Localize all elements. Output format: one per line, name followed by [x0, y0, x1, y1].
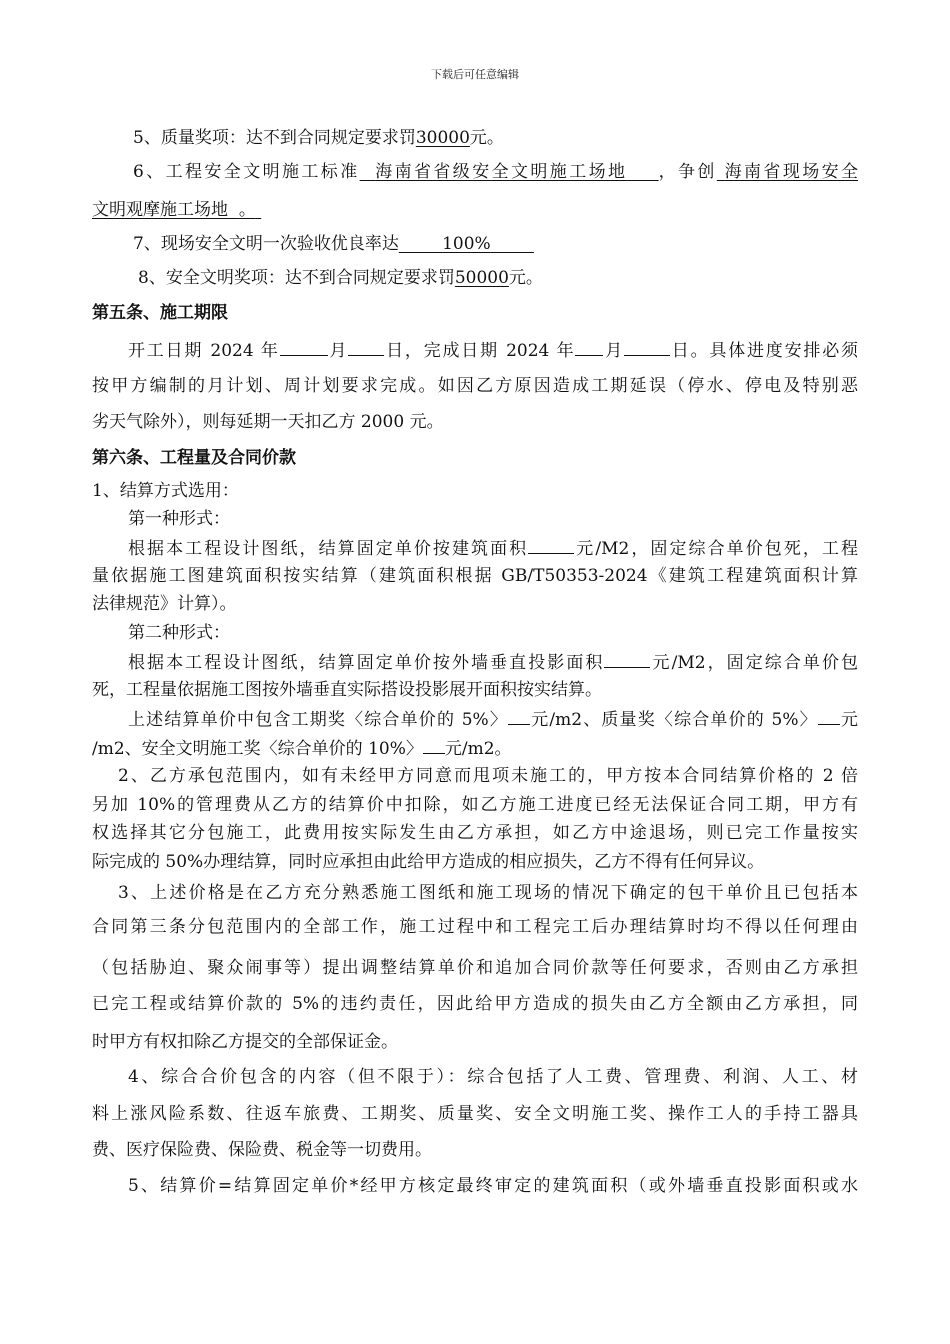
clause-4-line-3: 费、医疗保险费、保险费、税金等一切费用。: [92, 1140, 432, 1160]
item-6-continued: [92, 199, 261, 221]
safety-goal-value: 海南省现场安全: [724, 162, 859, 182]
clause-2-line-3: 权选择其它分包施工，此费用按实际发生由乙方承担，如乙方中途退场，则已完工作量按实: [92, 823, 858, 843]
art5-paragraph-line-1: 开工日期 2024 年 月 日，完成日期 2024 年 月 日。具体进度安排必须: [128, 338, 858, 362]
acceptance-rate-value: 100%: [442, 234, 491, 254]
item-6-safety-standard: 6、工程安全文明施工标准 海南省省级安全文明施工场地 ，争创 海南省现场安全: [133, 162, 859, 182]
form-1-line-1: 根据本工程设计图纸，结算固定单价按建筑面积 元/M2，固定综合单价包死，工程: [128, 536, 858, 560]
article-5-heading: 第五条、施工期限: [92, 303, 228, 323]
clause-3-line-2: 合同第三条分包范围内的全部工作，施工过程中和工程完工后办理结算时均不得以任何理由: [92, 917, 858, 937]
form-2-label: 第二种形式：: [128, 623, 230, 643]
settlement-method-label: 1、结算方式选用：: [92, 481, 239, 501]
clause-3-line-3: （包括胁迫、聚众闹事等）提出调整结算单价和追加合同价款等任何要求，否则由乙方承担: [92, 958, 858, 978]
clause-4-line-2: 料上涨风险系数、往返车旅费、工期奖、质量奖、安全文明施工奖、操作工人的手持工器具: [92, 1104, 858, 1124]
page-header: 下载后可任意编辑: [431, 68, 519, 81]
art5-paragraph-line-3: 劣天气除外），则每延期一天扣乙方 2000 元。: [92, 412, 444, 432]
form-1-label: 第一种形式：: [128, 509, 230, 529]
form-2-line-1: 根据本工程设计图纸，结算固定单价按外墙垂直投影面积 元/M2，固定综合单价包: [128, 650, 858, 674]
safety-standard-value: 海南省省级安全文明施工场地: [375, 162, 628, 182]
art5-paragraph-line-2: 按甲方编制的月计划、周计划要求完成。如因乙方原因造成工期延误（停水、停电及特别恶: [92, 376, 858, 396]
form-1-line-3: 法律规范》计算）。: [92, 594, 237, 614]
item-5-quality-award: 5、质量奖项：达不到合同规定要求罚30000元。: [133, 128, 504, 148]
included-awards-line-1: 上述结算单价中包含工期奖〈综合单价的 5%〉 元/m2、质量奖〈综合单价的 5%〉 元: [128, 707, 858, 731]
clause-2-line-2: 另加 10%的管理费从乙方的结算价中扣除，如乙方施工进度已经无法保证合同工期，甲方有: [92, 795, 858, 815]
clause-2-line-4: 际完成的 50%办理结算，同时应承担由此给甲方造成的相应损失，乙方不得有任何异议。: [92, 852, 765, 872]
included-awards-line-2: /m2、安全文明施工奖〈综合单价的 10%〉 元/m2。: [92, 736, 512, 760]
clause-3-line-5: 时甲方有权扣除乙方提交的全部保证金。: [92, 1032, 398, 1052]
article-6-heading: 第六条、工程量及合同价款: [92, 448, 296, 468]
clause-5-line-1: 5、结算价=结算固定单价*经甲方核定最终审定的建筑面积（或外墙垂直投影面积或水: [128, 1176, 858, 1196]
clause-3-line-4: 已完工程或结算价款的 5%的违约责任，因此给甲方造成的损失由乙方全额由乙方承担，同: [92, 994, 858, 1014]
item-8-safety-award: 8、安全文明奖项：达不到合同规定要求罚50000元。: [138, 268, 543, 288]
quality-penalty-amount: 30000: [415, 128, 470, 148]
safety-goal-continued: 文明观摩施工场地 。: [92, 200, 256, 220]
clause-2-line-1: 2、乙方承包范围内，如有未经甲方同意而甩项未施工的，甲方按本合同结算价格的 2 倍: [118, 766, 858, 786]
safety-penalty-amount: 50000: [454, 268, 509, 288]
clause-4-line-1: 4、综合合价包含的内容（但不限于）：综合包括了人工费、管理费、利润、人工、材: [128, 1067, 858, 1087]
item-7-acceptance-rate: 7、现场安全文明一次验收优良率达 100%: [133, 233, 534, 255]
form-2-line-2: 死，工程量依据施工图按外墙垂直实际搭设投影展开面积按实结算。: [92, 680, 602, 700]
clause-3-line-1: 3、上述价格是在乙方充分熟悉施工图纸和施工现场的情况下确定的包干单价且已包括本: [118, 883, 858, 903]
form-1-line-2: 量依据施工图建筑面积按实结算（建筑面积根据 GB/T50353-2024《建筑工程建筑面积计算: [92, 566, 858, 586]
